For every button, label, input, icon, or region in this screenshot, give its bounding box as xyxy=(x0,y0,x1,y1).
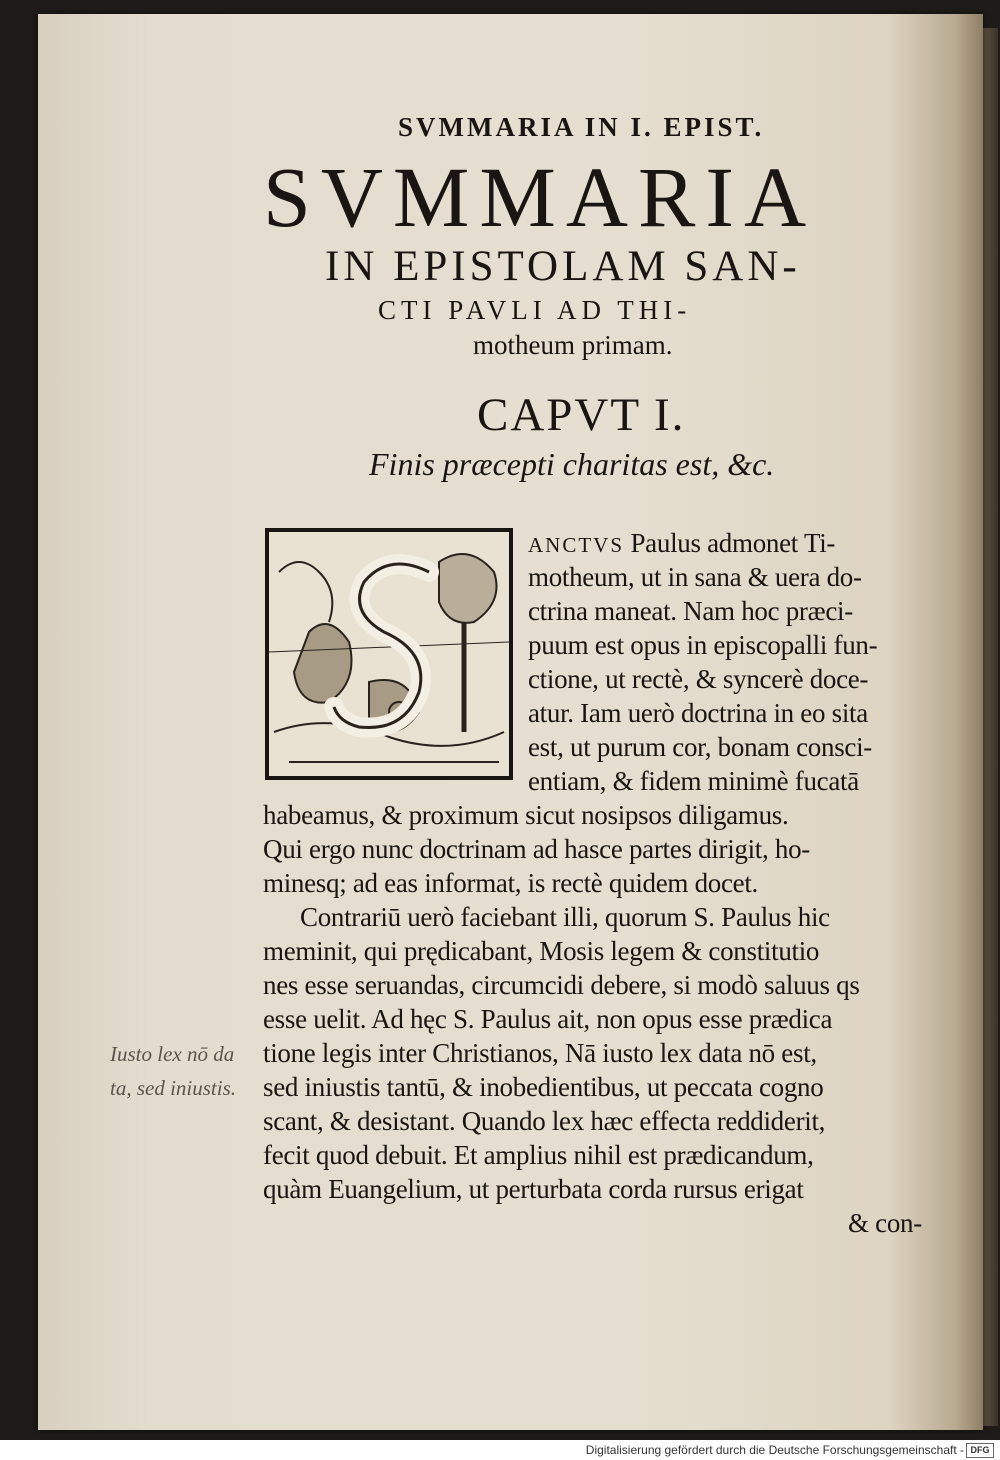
body-line-11: minesq; ad eas informat, is rectè quidem docet. xyxy=(263,868,758,898)
footer-credit: Digitalisierung gefördert durch die Deutsche Forschungsgemeinschaft - xyxy=(585,1443,964,1457)
body-line-14: nes esse seruandas, circumcidi debere, si modò saluus qs xyxy=(263,970,860,1000)
margin-note-line-2: ta, sed iniustis. xyxy=(110,1076,237,1100)
woodcut-illustration xyxy=(269,532,509,776)
body-line-18: scant, & desistant. Quando lex hæc effecta reddiderit, xyxy=(263,1106,826,1136)
body-line-10: Qui ergo nunc doctrinam ad hasce partes dirigit, ho- xyxy=(263,834,810,864)
body-line-2: motheum, ut in sana & uera do- xyxy=(528,562,862,592)
body-line-15: esse uelit. Ad hęc S. Paulus ait, non opus esse prædica xyxy=(263,1004,833,1034)
body-line-8: entiam, & fidem minimè fucatā xyxy=(528,766,859,796)
title-line-2: IN EPISTOLAM SAN- xyxy=(325,243,801,290)
body-line-6: atur. Iam uerò doctrina in eo sita xyxy=(528,698,868,728)
running-head: SVMMARIA IN I. EPIST. xyxy=(398,112,765,142)
body-line-4: puum est opus in episcopalli fun- xyxy=(528,630,878,660)
body-line-17: sed iniustis tantū, & inobedientibus, ut peccata cogno xyxy=(263,1072,824,1102)
body-line-9: habeamus, & proximum sicut nosipsos diligamus. xyxy=(263,800,789,830)
body-line-12: Contrariū uerò faciebant illi, quorum S. Paulus hic xyxy=(300,902,830,932)
woodcut-initial-image xyxy=(265,528,513,780)
lead-caps: ANCTVS xyxy=(528,533,625,557)
body-line-1: ANCTVS Paulus admonet Ti- xyxy=(528,528,836,558)
chapter-heading: CAPVT I. xyxy=(477,389,686,441)
body-line-19: fecit quod debuit. Et amplius nihil est prædicandum, xyxy=(263,1140,814,1170)
body-line-20: quàm Euangelium, ut perturbata corda rursus erigat xyxy=(263,1174,804,1204)
body-line-5: ctione, ut rectè, & syncerè doce- xyxy=(528,664,869,694)
page-title: SVMMARIA xyxy=(263,149,817,245)
body-line-3: ctrina maneat. Nam hoc præci- xyxy=(528,596,853,626)
title-line-3: CTI PAVLI AD THI- xyxy=(378,295,692,325)
body-line-21: & con- xyxy=(848,1208,922,1238)
title-line-4: motheum primam. xyxy=(473,330,673,360)
footer-bar xyxy=(0,1440,1000,1460)
body-line-7: est, ut purum cor, bonam consci- xyxy=(528,732,872,762)
body-line-13: meminit, qui prędicabant, Mosis legem & constitutio xyxy=(263,936,820,966)
body-line-16: tione legis inter Christianos, Nā iusto lex data nō est, xyxy=(263,1038,817,1068)
margin-note-line-1: Iusto lex nō da xyxy=(110,1042,235,1066)
dfg-logo: DFG xyxy=(966,1443,994,1458)
chapter-subtitle: Finis præcepti charitas est, &c. xyxy=(369,446,775,482)
